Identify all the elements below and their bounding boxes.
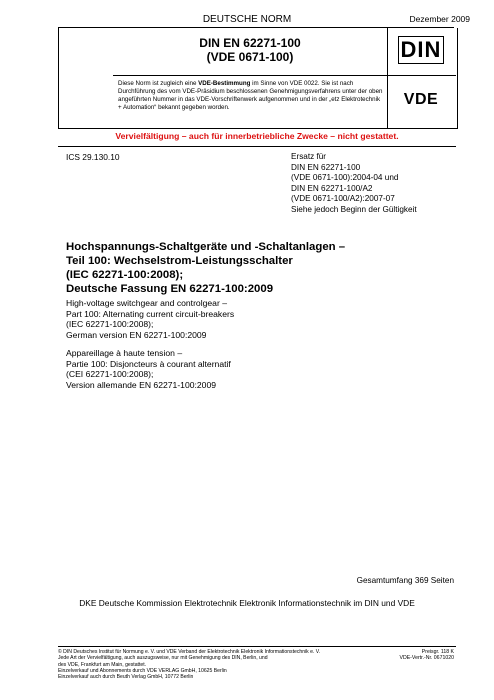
replacement-line: (VDE 0671-100):2004-04 und: [291, 173, 399, 183]
standard-number-line2: (VDE 0671-100): [206, 50, 294, 64]
publication-date: Dezember 2009: [409, 14, 470, 24]
footer-line: © DIN Deutsches Institut für Normung e. V. und VDE Verband der Elektrotechnik Elektronik Informationstechnik e. V.: [58, 649, 321, 655]
french-title-line: Partie 100: Disjoncteurs à courant alternatif: [66, 358, 231, 369]
replacement-info: [291, 152, 417, 216]
price-info: [400, 649, 455, 662]
german-title-line: Teil 100: Wechselstrom-Leistungsschalter: [66, 255, 293, 267]
standard-number-line1: DIN EN 62271-100: [199, 36, 301, 50]
french-title-line: Appareillage à haute tension –: [66, 348, 183, 358]
notice-divider: [58, 146, 456, 147]
committee-line: DKE Deutsche Kommission Elektrotechnik Elektronik Informationstechnik im DIN und VDE: [79, 598, 415, 608]
title-box-horizontal-divider: [113, 75, 456, 76]
replacement-line: DIN EN 62271-100: [291, 162, 361, 172]
din-logo: [398, 36, 444, 64]
replacement-line: (VDE 0671-100/A2):2007-07: [291, 194, 395, 204]
vde-notice-bold: VDE-Bestimmung: [198, 80, 251, 87]
din-logo-text: DIN: [400, 37, 442, 62]
vde-logo: VDE: [403, 91, 439, 108]
ics-code: ICS 29.130.10: [66, 152, 120, 162]
reproduction-notice: Vervielfältigung – auch für innerbetriebliche Zwecke – nicht gestattet.: [115, 131, 399, 141]
vde-notice-part2: im Sinne von VDE 0022. Sie ist nach Durchführung des vom VDE-Präsidium beschlossenen Genehmigungsverfahrens unter der oben angeführten Nummer in das VDE-Vorschriftenwerk aufgenommen und in der „etz Elektrotechnik + Automation“ bekannt gegeben worden.: [118, 80, 383, 111]
footer-line: Einzelverkauf und Abonnements durch VDE VERLAG GmbH, 10625 Berlin: [58, 667, 227, 674]
title-box-vertical-divider: [387, 28, 388, 128]
order-number: VDE-Vertr.-Nr. 0671020: [399, 655, 454, 662]
vde-notice: [118, 80, 384, 112]
english-title-line: High-voltage switchgear and controlgear –: [66, 298, 227, 308]
german-title-line: (IEC 62271-100:2008);: [66, 269, 184, 281]
total-pages: Gesamtumfang 369 Seiten: [356, 576, 454, 585]
german-title: [66, 240, 446, 296]
german-title-line: Deutsche Fassung EN 62271-100:2009: [66, 283, 274, 295]
standard-number: [113, 36, 387, 64]
french-title-line: Version allemande EN 62271-100:2009: [66, 379, 217, 390]
vde-notice-part1: Diese Norm ist zugleich eine: [118, 80, 199, 87]
french-title: [66, 348, 446, 390]
price-group: Preisgr. 118 K: [421, 649, 454, 655]
footer-line: Jede Art der Vervielfältigung, auch auszugsweise, nur mit Genehmigung des DIN, Berlin, und: [58, 655, 268, 662]
standard-type: DEUTSCHE NORM: [202, 14, 292, 25]
replacement-line: Ersatz für: [291, 152, 327, 161]
english-title-line: (IEC 62271-100:2008);: [66, 319, 154, 330]
german-title-line: Hochspannungs-Schaltgeräte und -Schaltanlagen –: [66, 241, 346, 253]
footer-divider: [58, 646, 456, 647]
replacement-line: Siehe jedoch Beginn der Gültigkeit: [291, 204, 417, 214]
english-title: [66, 298, 446, 340]
footer-copyright: [58, 649, 358, 680]
french-title-line: (CEI 62271-100:2008);: [66, 369, 154, 380]
footer-line: des VDE, Frankfurt am Main, gestattet.: [58, 661, 147, 668]
english-title-line: German version EN 62271-100:2009: [66, 329, 207, 340]
footer-line: Einzelverkauf auch durch Beuth Verlag GmbH, 10772 Berlin: [58, 674, 194, 681]
english-title-line: Part 100: Alternating current circuit-breakers: [66, 308, 235, 319]
replacement-line: DIN EN 62271-100/A2: [291, 183, 373, 193]
